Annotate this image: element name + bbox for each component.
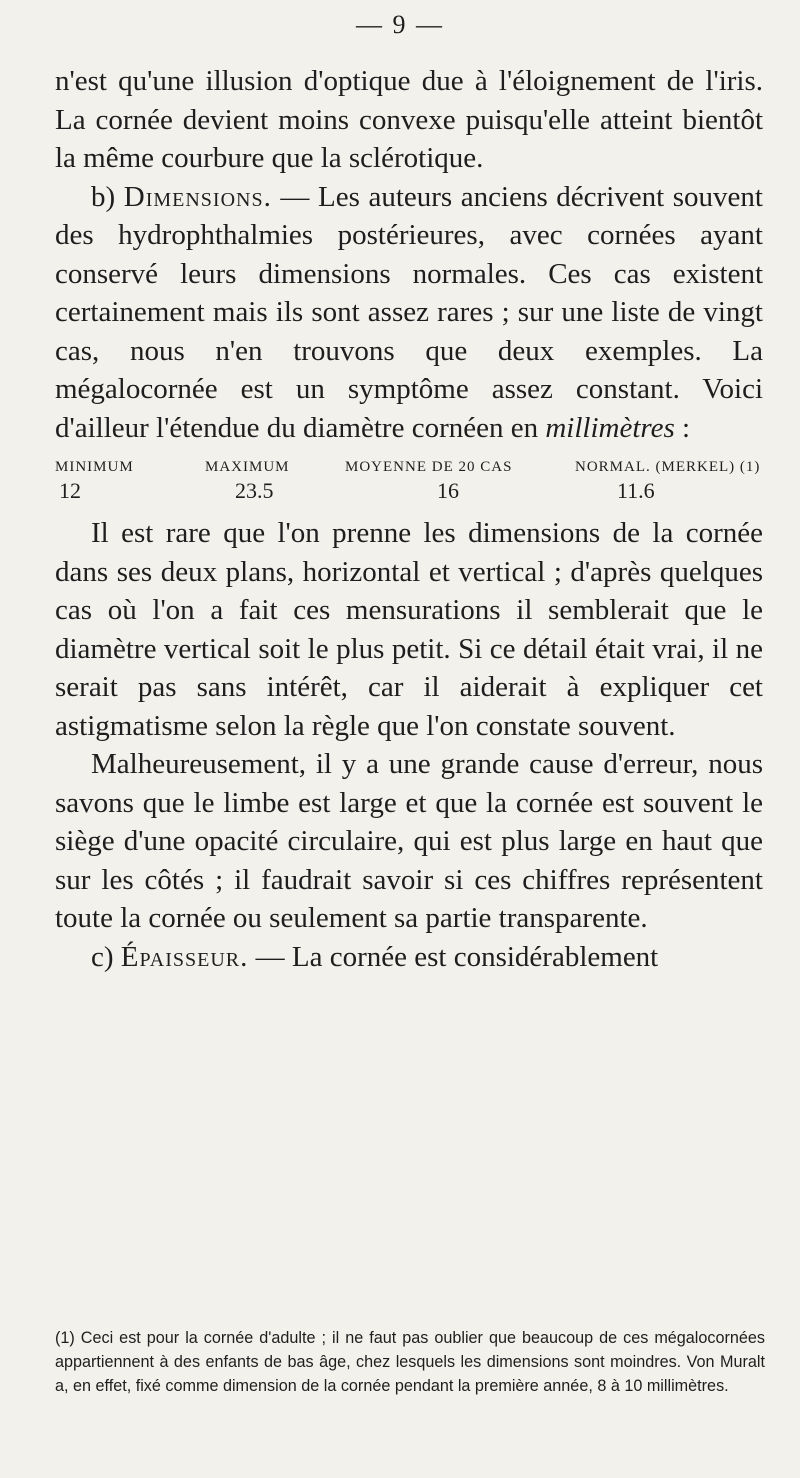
section-c-marker: c) <box>91 940 114 973</box>
section-b-italic: millimètres <box>545 411 675 444</box>
section-b-dimensions <box>55 178 763 448</box>
table-header: NORMAL. (MERKEL) (1) <box>575 459 761 475</box>
section-b-text: — Les auteurs anciens décrivent souvent des hydrophthalmies postérieures, avec cornées ayant conservé leurs dimensions normales. Ces cas existent certainement mais ils sont assez rares ; sur une liste de vingt cas, nous n'en trouvons que deux exemples. La mégalocornée est un symptôme assez constant. Voici d'ailleur l'étendue du diamètre cornéen en <box>55 180 763 444</box>
table-value: 23.5 <box>235 478 274 503</box>
table-header: MINIMUM <box>55 459 134 475</box>
section-b-heading: Dimensions. <box>123 180 272 213</box>
section-b-tail: : <box>674 411 691 444</box>
table-header: MAXIMUM <box>205 459 290 475</box>
table-value: 11.6 <box>617 478 655 503</box>
paragraph-planes: Il est rare que l'on prenne les dimensions de la cornée dans ses deux plans, horizontal et vertical ; d'après quelques cas où l'on a fait ces mensurations il semblerait que le diamètre vertical soit le plus petit. Si ce détail était vrai, il ne serait pas sans intérêt, car il aiderait à expliquer cet astigmatisme selon la règle que l'on constate souvent. <box>55 517 763 742</box>
table-value: 16 <box>437 478 459 503</box>
table-header: MOYENNE DE 20 CAS <box>345 459 513 475</box>
paragraph-error: Malheureusement, il y a une grande cause d'erreur, nous savons que le limbe est large et que la cornée est souvent le siège d'une opacité circulaire, qui est plus large en haut que sur les côtés ; il faudrait savoir si ces chiffres représentent toute la cornée ou seulement sa partie transparente. <box>55 748 763 934</box>
section-c-heading: Épaisseur. <box>120 940 249 973</box>
page-number: — 9 — <box>356 10 444 39</box>
body-text <box>55 62 763 976</box>
table-column-average <box>345 459 575 504</box>
section-b-marker: b) <box>91 180 116 213</box>
section-c-text: — La cornée est considérablement <box>248 940 659 973</box>
paragraph-continuation: n'est qu'une illusion d'optique due à l'éloignement de l'iris. La cornée devient moins convexe puisqu'elle atteint bientôt la même courbure que la sclérotique. <box>55 65 763 174</box>
measurement-table <box>55 459 763 504</box>
section-c-thickness <box>55 938 763 977</box>
table-column-maximum <box>205 459 345 504</box>
table-column-minimum <box>55 459 205 504</box>
footnote: (1) Ceci est pour la cornée d'adulte ; il ne faut pas oublier que beaucoup de ces mégalocornées appartiennent à des enfants de bas âge, chez lesquels les dimensions sont moindres. Von Muralt a, en effet, fixé comme dimension de la cornée pendant la première année, 8 à 10 millimètres. <box>55 1329 765 1395</box>
table-value: 12 <box>59 478 81 503</box>
table-column-normal <box>575 459 763 504</box>
